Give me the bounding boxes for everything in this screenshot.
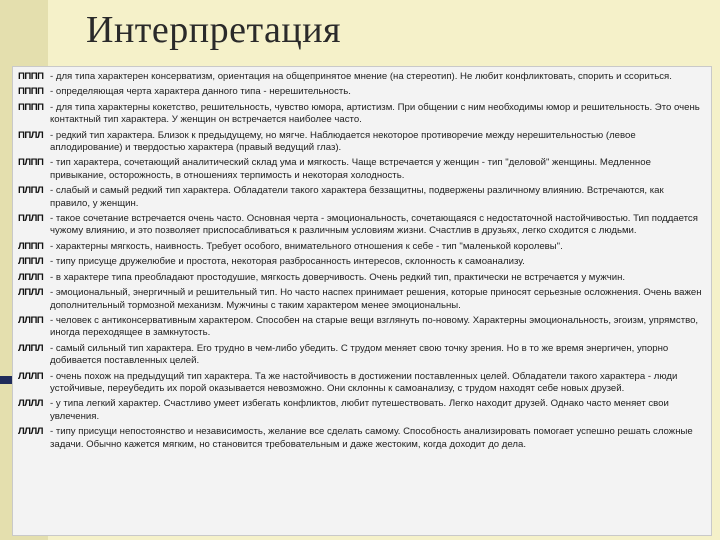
type-code: ПППП	[18, 86, 44, 98]
type-description: - такое сочетание встречается очень часто. Основная черта - эмоциональность, сочетающаяся с недостаточной настойчивостью. Тип поддается чужому влиянию, и это позволяет приспосабливаться к различным условиям жизни. Счастлив в друзьях, легко сходится с людьми.	[50, 213, 698, 237]
list-item	[18, 86, 705, 98]
content-box	[12, 66, 712, 536]
type-code: ПЛЛП	[18, 213, 44, 225]
list-item	[18, 256, 705, 268]
type-code: ЛППП	[18, 240, 44, 252]
type-code: ППЛЛ	[18, 129, 44, 141]
type-code: ПЛПЛ	[18, 185, 44, 197]
type-description: - человек с антиконсервативным характером. Способен на старые вещи взглянуть по-новому. Характерны эмоциональность, эгоизм, упрямство, иногда переходящее в замкнутость.	[50, 314, 699, 339]
type-description: - определяющая черта характера данного типа - нерешительность.	[50, 86, 351, 98]
list-item	[18, 102, 705, 127]
type-description: - у типа легкий характер. Счастливо умеет избегать конфликтов, любит путешествовать. Легко находит друзей. Однако часто меняет свои увлечения.	[50, 398, 669, 422]
type-code: ЛПЛП	[18, 271, 44, 283]
list-item	[18, 272, 705, 284]
type-code: ПППП	[18, 71, 44, 82]
type-code: ПЛПП	[18, 157, 44, 169]
type-description: - типу присуще дружелюбие и простота, некоторая разбросанность интересов, склонность к самоанализу.	[50, 256, 525, 268]
type-description: - эмоциональный, энергичный и решительный тип. Но часто наспех принимает решения, которые приносят серьезные осложнения. Очень важен дополнительный тормозной механизм. Мужчины с таким характером менее эмоциональны.	[50, 287, 702, 311]
type-description: - в характере типа преобладают простодушие, мягкость доверчивость. Очень редкий тип, практически не встречается у мужчин.	[50, 271, 626, 283]
type-code: ЛЛЛЛ	[18, 398, 43, 410]
list-item	[18, 213, 705, 238]
type-code: ПППП	[18, 101, 44, 113]
type-description: - для типа характерны кокетство, решительность, чувство юмора, артистизм. При общении с ним необходимы юмор и решительность. Это очень контактный тип характера. У женщин он встречается наиболее часто.	[50, 101, 700, 126]
list-item	[18, 71, 705, 83]
list-item	[18, 398, 705, 423]
type-code: ЛПЛЛ	[18, 287, 44, 299]
list-item	[18, 426, 705, 451]
type-description: - самый сильный тип характера. Его трудно в чем-либо убедить. С трудом меняет свою точку зрения. Но в то же время энергичен, упорно добивается поставленных целей.	[50, 342, 669, 367]
list-item	[18, 241, 705, 253]
list-item	[18, 185, 705, 210]
type-description: - слабый и самый редкий тип характера. Обладатели такого характера беззащитны, подвержены различному влиянию. Встречаются, как правило, у женщин.	[50, 185, 664, 209]
type-code: ЛЛПЛ	[18, 342, 44, 354]
type-code: ЛЛПП	[18, 314, 44, 326]
type-description: - тип характера, сочетающий аналитический склад ума и мягкость. Чаще встречается у женщин - тип "деловой" женщины. Медленное привыкание, осторожность, в отношениях терпимость и некоторая холодность.	[50, 157, 651, 181]
type-description: - типу присущи непостоянство и независимость, желание все сделать самому. Способность анализировать помогает успешно решать сложные задачи. Обычно кажется мягким, но становится требовательным и даже жестоким, когда доходит до дела.	[50, 426, 693, 450]
type-description: - для типа характерен консерватизм, ориентация на общепринятое мнение (на стереотип). Не любит конфликтовать, спорить и ссориться.	[50, 71, 672, 82]
list-item	[18, 157, 705, 182]
type-description: - редкий тип характера. Близок к предыдущему, но мягче. Наблюдается некоторое противоречие между нерешительностью (левое аплодирование) и твердостью характера (правый ведущий глаз).	[50, 129, 636, 154]
type-code: ЛППЛ	[18, 256, 44, 268]
list-item	[18, 343, 705, 368]
list-item	[18, 315, 705, 340]
list-item	[18, 371, 705, 396]
list-item	[18, 130, 705, 155]
type-description: - характерны мягкость, наивность. Требует особого, внимательного отношения к себе - тип "маленькой королевы".	[50, 240, 563, 252]
type-code: ЛЛЛЛ	[18, 426, 43, 438]
slide-title: Интерпретация	[86, 9, 342, 51]
list-item	[18, 287, 705, 312]
type-description: - очень похож на предыдущий тип характера. Та же настойчивость в достижении поставленных целей. Обладатели такого характера - люди устойчивые, переубедить их порой оказывается невозможно. Они склонны к самоанализу, с трудом находят себе новых друзей.	[50, 370, 678, 394]
type-code: ЛЛЛП	[18, 370, 44, 382]
